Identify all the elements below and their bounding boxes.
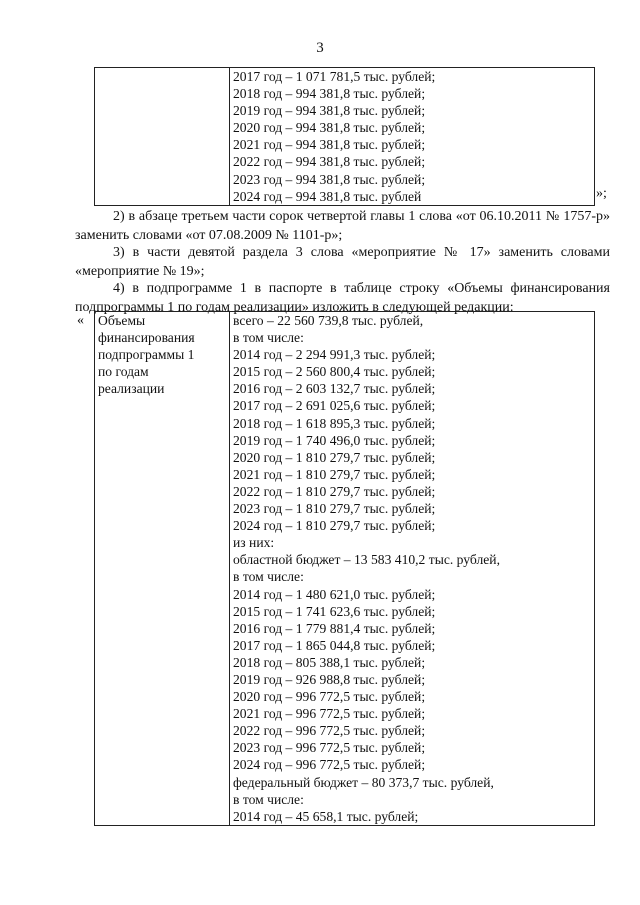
- funding-line: 2021 год – 996 772,5 тыс. рублей;: [233, 706, 426, 722]
- funding-line: 2019 год – 994 381,8 тыс. рублей;: [233, 103, 426, 119]
- funding-line: в том числе:: [233, 791, 304, 807]
- funding-line: всего – 22 560 739,8 тыс. рублей,: [233, 313, 424, 328]
- paragraph-item-3: 3) в части девятой раздела 3 слова «мероприятие № 17» заменить словами «мероприятие № 19»;: [75, 245, 610, 279]
- label-line: Объемы: [98, 313, 146, 328]
- paragraph-item-2: 2) в абзаце третьем части сорок четвертой главы 1 слова «от 06.10.2011 № 1757-р» заменить словами «от 07.08.2009 № 1101-р»;: [75, 209, 610, 243]
- table-row: [95, 312, 595, 826]
- funding-line: 2024 год – 1 810 279,7 тыс. рублей;: [233, 518, 436, 534]
- funding-line: 2016 год – 1 779 881,4 тыс. рублей;: [233, 620, 436, 636]
- closing-quote: »;: [596, 186, 607, 201]
- funding-line: 2024 год – 996 772,5 тыс. рублей;: [233, 757, 426, 773]
- top-table: [94, 67, 595, 206]
- funding-line: 2014 год – 1 480 621,0 тыс. рублей;: [233, 586, 436, 602]
- funding-line: 2020 год – 996 772,5 тыс. рублей;: [233, 689, 426, 705]
- funding-line: областной бюджет – 13 583 410,2 тыс. рублей,: [233, 552, 500, 568]
- funding-line: 2017 год – 2 691 025,6 тыс. рублей;: [233, 398, 436, 414]
- funding-line: 2019 год – 1 740 496,0 тыс. рублей;: [233, 432, 436, 448]
- funding-line: в том числе:: [233, 569, 304, 585]
- bottom-table: [94, 311, 595, 826]
- table-value-cell: [230, 312, 595, 826]
- funding-line: 2022 год – 994 381,8 тыс. рублей;: [233, 154, 426, 170]
- label-line: финансирования: [98, 330, 195, 346]
- funding-line: 2021 год – 1 810 279,7 тыс. рублей;: [233, 466, 436, 482]
- paragraph-item-4: 4) в подпрограмме 1 в паспорте в таблице строку «Объемы финансирования подпрограммы 1 по годам реализации» изложить в следующей редакции:: [75, 281, 610, 315]
- funding-line: 2022 год – 996 772,5 тыс. рублей;: [233, 723, 426, 739]
- funding-line: 2014 год – 2 294 991,3 тыс. рублей;: [233, 347, 436, 363]
- funding-line: 2018 год – 805 388,1 тыс. рублей;: [233, 654, 426, 670]
- funding-line: 2019 год – 926 988,8 тыс. рублей;: [233, 671, 426, 687]
- funding-line: 2022 год – 1 810 279,7 тыс. рублей;: [233, 483, 436, 499]
- funding-line: 2018 год – 1 618 895,3 тыс. рублей;: [233, 415, 436, 431]
- label-line: реализации: [98, 381, 165, 397]
- label-line: по годам: [98, 364, 149, 380]
- funding-line: 2017 год – 1 071 781,5 тыс. рублей;: [233, 69, 436, 84]
- funding-line: 2017 год – 1 865 044,8 тыс. рублей;: [233, 637, 436, 653]
- funding-line: из них:: [233, 535, 275, 551]
- funding-line: 2020 год – 994 381,8 тыс. рублей;: [233, 120, 426, 136]
- funding-line: 2021 год – 994 381,8 тыс. рублей;: [233, 137, 426, 153]
- funding-line: 2015 год – 1 741 623,6 тыс. рублей;: [233, 603, 436, 619]
- funding-line: 2024 год – 994 381,8 тыс. рублей: [233, 188, 422, 204]
- funding-line: 2014 год – 45 658,1 тыс. рублей;: [233, 808, 419, 824]
- table-label-cell: [95, 312, 230, 826]
- funding-line: 2020 год – 1 810 279,7 тыс. рублей;: [233, 449, 436, 465]
- funding-line: федеральный бюджет – 80 373,7 тыс. рублей,: [233, 774, 494, 790]
- table-row: [95, 68, 595, 206]
- funding-line: в том числе:: [233, 330, 304, 346]
- funding-line: 2015 год – 2 560 800,4 тыс. рублей;: [233, 364, 436, 380]
- table-label-cell: [95, 68, 230, 206]
- table-value-cell: [230, 68, 595, 206]
- funding-line: 2023 год – 994 381,8 тыс. рублей;: [233, 171, 426, 187]
- funding-line: 2016 год – 2 603 132,7 тыс. рублей;: [233, 381, 436, 397]
- funding-line: 2023 год – 1 810 279,7 тыс. рублей;: [233, 501, 436, 517]
- label-line: подпрограммы 1: [98, 347, 195, 363]
- opening-quote: «: [77, 313, 84, 328]
- funding-line: 2023 год – 996 772,5 тыс. рублей;: [233, 740, 426, 756]
- page-number: 3: [316, 40, 324, 56]
- funding-line: 2018 год – 994 381,8 тыс. рублей;: [233, 86, 426, 102]
